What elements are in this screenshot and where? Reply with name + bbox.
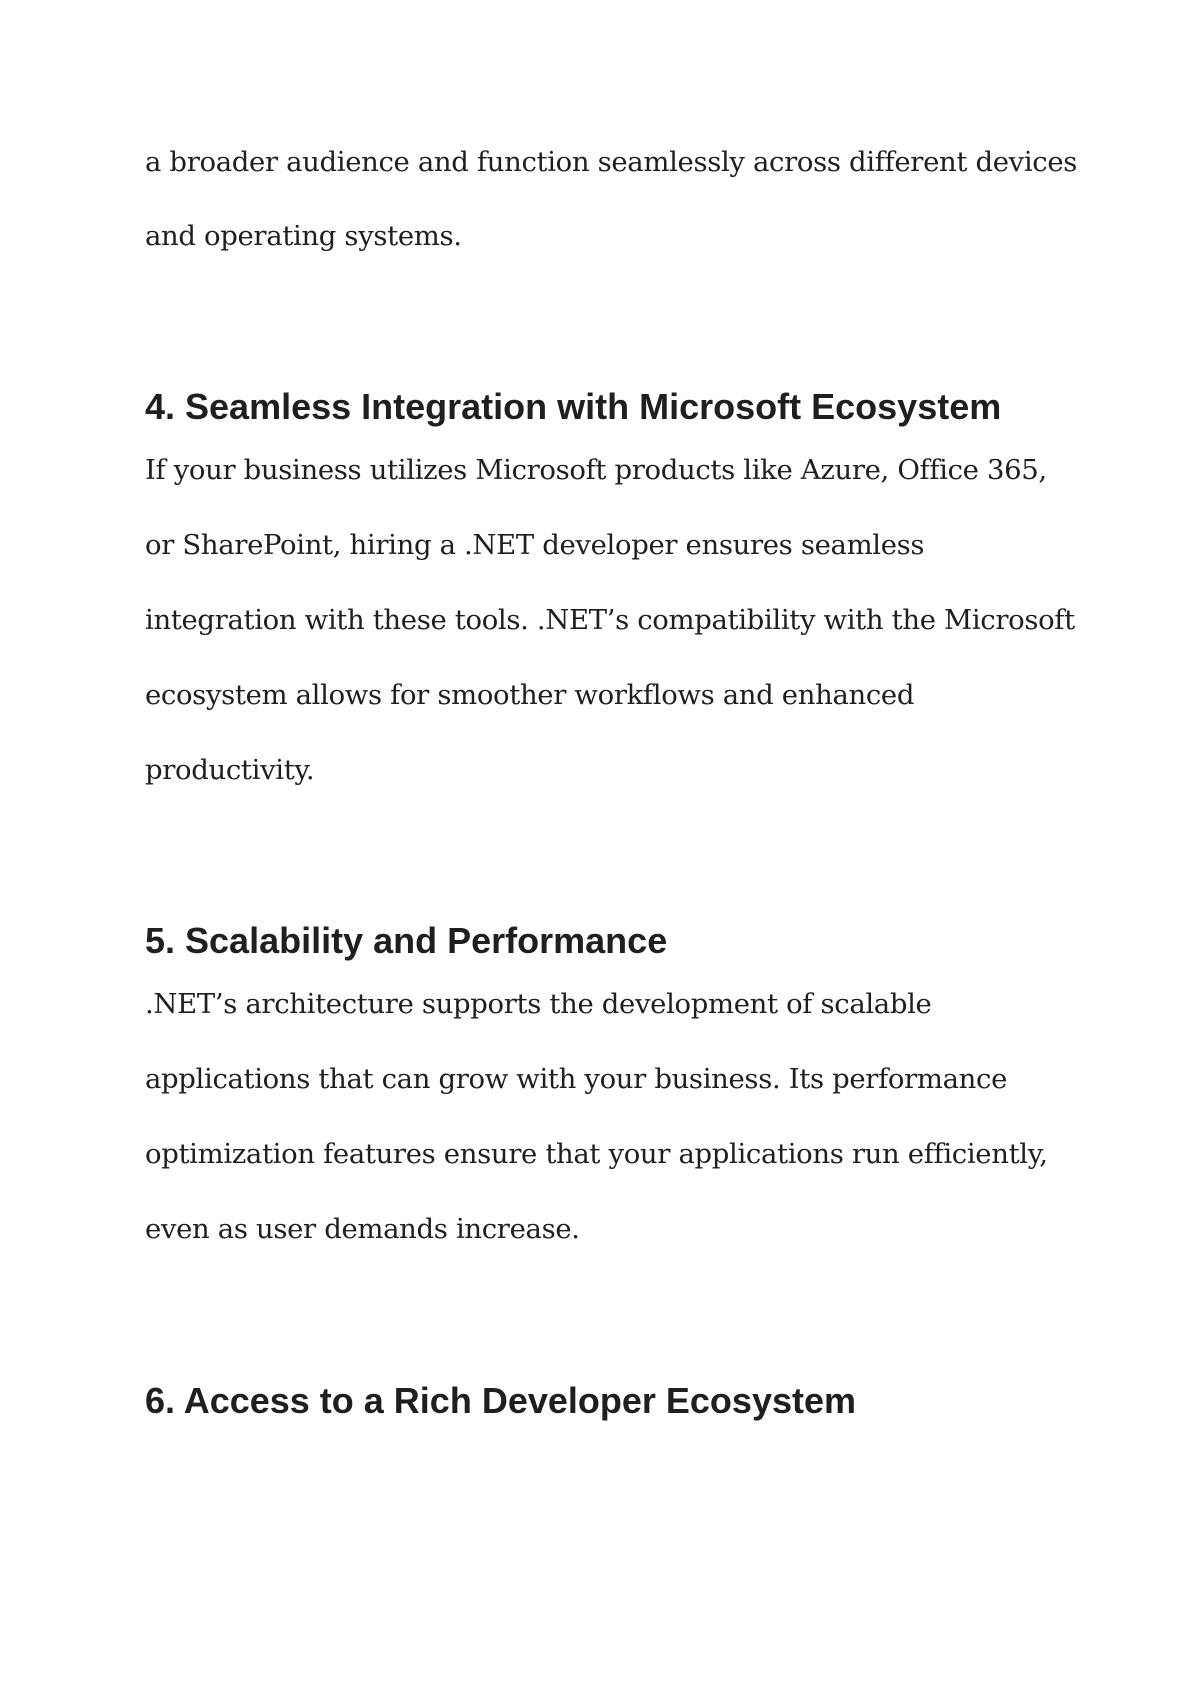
section-4-line-5: productivity. [145, 754, 315, 786]
section-4-line-2: or SharePoint, hiring a .NET developer ensures seamless [145, 529, 925, 561]
section-5-line-4: even as user demands increase. [145, 1213, 580, 1245]
section-5-line-2: applications that can grow with your business. Its performance [145, 1063, 1008, 1095]
section-4-heading: 4. Seamless Integration with Microsoft Ecosystem [145, 386, 1002, 427]
section-4-line-4: ecosystem allows for smoother workflows and enhanced [145, 679, 915, 711]
section-6-heading: 6. Access to a Rich Developer Ecosystem [145, 1380, 856, 1421]
section-4-line-1: If your business utilizes Microsoft products like Azure, Office 365, [145, 454, 1047, 486]
section-5-heading: 5. Scalability and Performance [145, 920, 668, 961]
intro-line-1: a broader audience and function seamlessly across different devices [145, 146, 1078, 178]
section-5-line-3: optimization features ensure that your applications run efficiently, [145, 1138, 1048, 1170]
section-5-line-1: .NET’s architecture supports the development of scalable [145, 988, 932, 1020]
section-4-line-3: integration with these tools. .NET’s compatibility with the Microsoft [145, 604, 1075, 636]
intro-line-2: and operating systems. [145, 220, 462, 252]
